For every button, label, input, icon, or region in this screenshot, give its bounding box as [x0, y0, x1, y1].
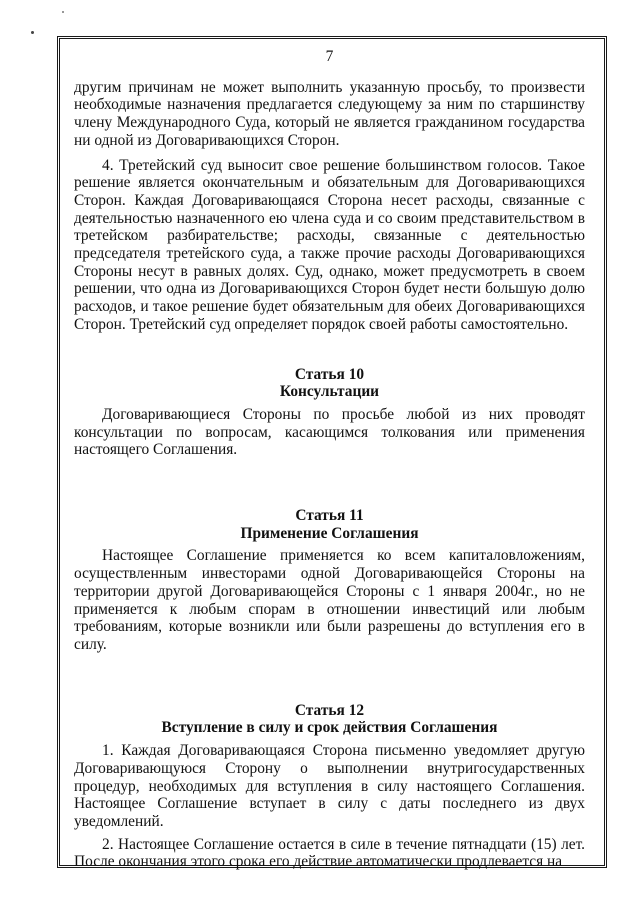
- page-number: 7: [325, 48, 334, 65]
- article-12-paragraph-2: 2. Настоящее Соглашение остается в силе в течение пятнадцати (15) лет. После окончания этого срока его действие автоматически продлевается на: [74, 835, 585, 871]
- article-11-title: Применение Соглашения: [240, 524, 419, 542]
- article-10-heading: Статья 10: [294, 365, 365, 383]
- article-11-heading: Статья 11: [295, 507, 364, 525]
- scan-speck: [62, 11, 64, 13]
- article-10-text: Договаривающиеся Стороны по просьбе любой из них проводят консультации по вопросам, касающимся толкования или применения настоящего Соглашения.: [74, 405, 585, 459]
- article-12-title: Вступление в силу и срок действия Соглашения: [161, 719, 498, 737]
- article-12-heading: Статья 12: [294, 701, 365, 719]
- document-page: [74, 48, 585, 871]
- article-11-text: Настоящее Соглашение применяется ко всем капиталовложениям, осуществленным инвесторами одной Договаривающейся Стороны на территории другой Договаривающейся Стороны с 1 января 2004г., но не применяется к любым спорам в отношении инвестиций или любым требованиям, которые возникли или были разрешены до вступления его в силу.: [74, 547, 585, 653]
- scan-speck: [31, 31, 34, 34]
- paragraph-4: 4. Третейский суд выносит свое решение большинством голосов. Такое решение является окончательным и обязательным для Договаривающихся Сторон. Каждая Договаривающаяся Сторона несет расходы, связанные с деятельностью назначенного ею члена суда и со своим представительством в третейском разбирательстве; расходы, связанные с деятельностью председателя третейского суда, а также прочие расходы Договаривающихся Стороны несут в равных долях. Суд, однако, может предусмотреть в своем решении, что одна из Договаривающихся Сторон будет нести большую долю расходов, и такое решение будет обязательным для обеих Договаривающихся Сторон. Третейский суд определяет порядок своей работы самостоятельно.: [74, 156, 585, 333]
- article-10: [74, 366, 585, 460]
- article-11: [74, 507, 585, 654]
- article-12: [74, 702, 585, 871]
- intro-paragraph: другим причинам не может выполнить указанную просьбу, то произвести необходимые назначения предлагается следующему за ним по старшинству члену Международного Суда, который не является гражданином государства ни одной из Договаривающихся Сторон.: [74, 78, 585, 149]
- article-10-title: Консультации: [279, 383, 380, 401]
- article-12-paragraph-1: 1. Каждая Договаривающаяся Сторона письменно уведомляет другую Договаривающуюся Сторону о выполнении внутригосударственных процедур, необходимых для вступления в силу настоящего Соглашения. Настоящее Соглашение вступает в силу с даты последнего из двух уведомлений.: [74, 742, 585, 830]
